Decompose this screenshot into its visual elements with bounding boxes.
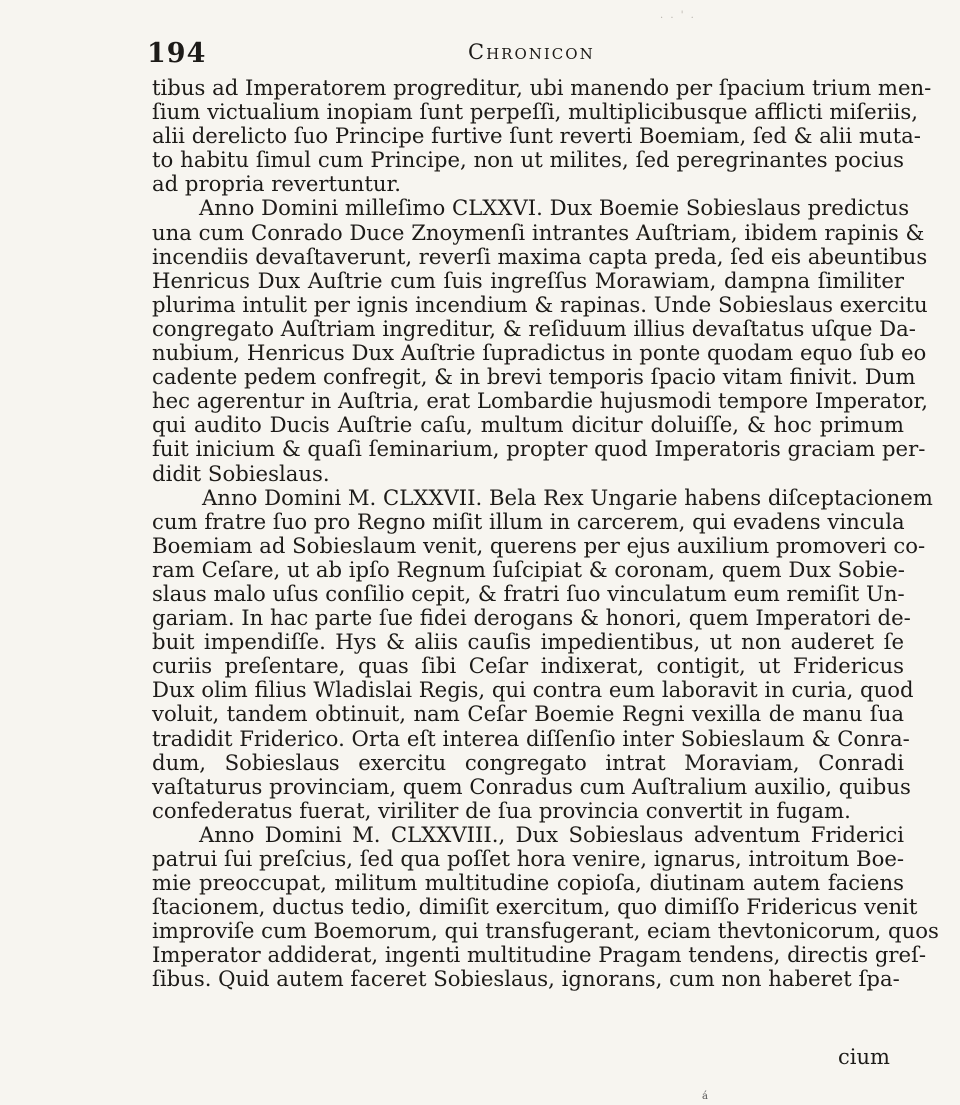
text-line-14: hec agerentur in Auſtria, erat Lombardie hujusmodi tempore Imperator,	[152, 388, 929, 414]
text-line-9: Henricus Dux Auſtrie cum ſuis ingreſſus Morawiam, dampna ſimiliter	[152, 267, 904, 293]
text-line-15: qui audito Ducis Auſtrie caſu, multum dicitur doluiſſe, & hoc primum	[152, 412, 904, 438]
text-line-36: improviſe cum Boemorum, qui transfugerant, eciam thevtonicorum, quos	[152, 918, 939, 944]
text-line-10: plurima intulit per ignis incendium & rapinas. Unde Sobieslaus exercitu	[152, 291, 928, 317]
text-line-31: confederatus fuerat, viriliter de ſua provincia convertit in fugam.	[152, 797, 851, 823]
text-line-26: Dux olim filius Wladislai Regis, qui contra eum laboravit in curia, quod	[152, 677, 914, 703]
text-line-11: congregato Auſtriam ingreditur, & reſiduum illius devaſtatus uſque Da‑	[152, 315, 916, 341]
text-line-27: voluit, tandem obtinuit, nam Ceſar Boemie Regni vexilla de manu ſua	[152, 701, 904, 727]
text-line-4: to habitu ſimul cum Principe, non ut milites, ſed peregrinantes pocius	[152, 147, 904, 173]
text-line-20: Boemiam ad Sobieslaum venit, querens per ejus auxilium promoveri co‑	[152, 532, 926, 558]
text-line-18: Anno Domini M. CLXXVII. Bela Rex Ungarie habens diſceptacionem	[202, 484, 933, 510]
text-line-29: dum, Sobieslaus exercitu congregato intrat Moraviam, Conradi	[152, 749, 904, 775]
text-line-38: ſibus. Quid autem faceret Sobieslaus, ignorans, cum non haberet ſpa‑	[152, 966, 900, 992]
text-line-21: ram Ceſare, ut ab ipſo Regnum ſuſcipiat & coronam, quem Dux Sobie‑	[152, 556, 905, 582]
text-line-8: incendiis devaſtaverunt, reverſi maxima capta preda, ſed eis abeuntibus	[152, 243, 928, 269]
text-line-16: fuit inicium & quaſi ſeminarium, propter quod Imperatoris graciam per‑	[152, 436, 926, 462]
text-line-23: gariam. In hac parte ſue fidei derogans & honori, quem Imperatori de‑	[152, 605, 911, 631]
text-line-13: cadente pedem confregit, & in brevi temporis ſpacio vitam finivit. Dum	[152, 364, 916, 390]
text-line-34: mie preoccupat, militum multitudine copioſa, diutinam autem faciens	[152, 870, 904, 896]
text-line-5: ad propria revertuntur.	[152, 171, 402, 197]
text-line-17: didit Sobieslaus.	[152, 460, 330, 486]
text-line-37: Imperator addiderat, ingenti multitudine Pragam tendens, directis greſ‑	[152, 942, 927, 968]
page-header	[0, 38, 960, 70]
main-text-block	[152, 75, 939, 992]
catchword: cium	[838, 1045, 890, 1069]
text-line-22: slaus malo uſus conſilio cepit, & fratri ſuo vinculatum eum remiſit Un‑	[152, 580, 905, 606]
text-line-3: alii derelicto ſuo Principe furtive ſunt reverti Boemiam, ſed & alii muta‑	[152, 123, 921, 149]
running-title: Chronicon	[468, 40, 595, 64]
text-line-35: ſtacionem, ductus tedio, dimiſit exercitum, quo dimiſſo Fridericus venit	[152, 894, 918, 920]
text-line-1: tibus ad Imperatorem progreditur, ubi manendo per ſpacium trium men‑	[152, 75, 932, 100]
text-line-32: Anno Domini M. CLXXVIII., Dux Sobieslaus adventum Friderici	[199, 821, 904, 847]
text-line-2: ſium victualium inopiam ſunt perpeſſi, multiplicibusque afflicti miſeriis,	[152, 99, 918, 125]
text-line-33: patrui ſui preſcius, ſed qua poſſet hora venire, ignarus, introitum Boe‑	[152, 846, 905, 871]
text-line-19: cum fratre ſuo pro Regno miſit illum in carcerem, qui evadens vincula	[152, 508, 905, 534]
text-line-7: una cum Conrado Duce Znoymenſi intrantes Auſtriam, ibidem rapinis &	[152, 219, 925, 245]
text-line-30: vaſtaturus provinciam, quem Conradus cum Auſtralium auxilio, quibus	[152, 773, 911, 799]
text-line-28: tradidit Friderico. Orta eſt interea diſſenſio inter Sobieslaum & Conra‑	[152, 725, 910, 751]
top-speck-mark: . . ' .	[660, 10, 696, 21]
bottom-ink-mark: á	[702, 1091, 708, 1102]
text-line-12: nubium, Henricus Dux Auſtrie ſupradictus in ponte quodam equo ſub eo	[152, 340, 927, 366]
text-line-24: buit impendiſſe. Hys & aliis cauſis impedientibus, ut non auderet ſe	[152, 629, 904, 655]
page-number: 194	[147, 38, 207, 69]
text-line-25: curiis preſentare, quas ſibi Ceſar indixerat, contigit, ut Fridericus	[152, 653, 904, 679]
text-line-6: Anno Domini milleſimo CLXXVI. Dux Boemie Sobieslaus predictus	[199, 195, 910, 221]
